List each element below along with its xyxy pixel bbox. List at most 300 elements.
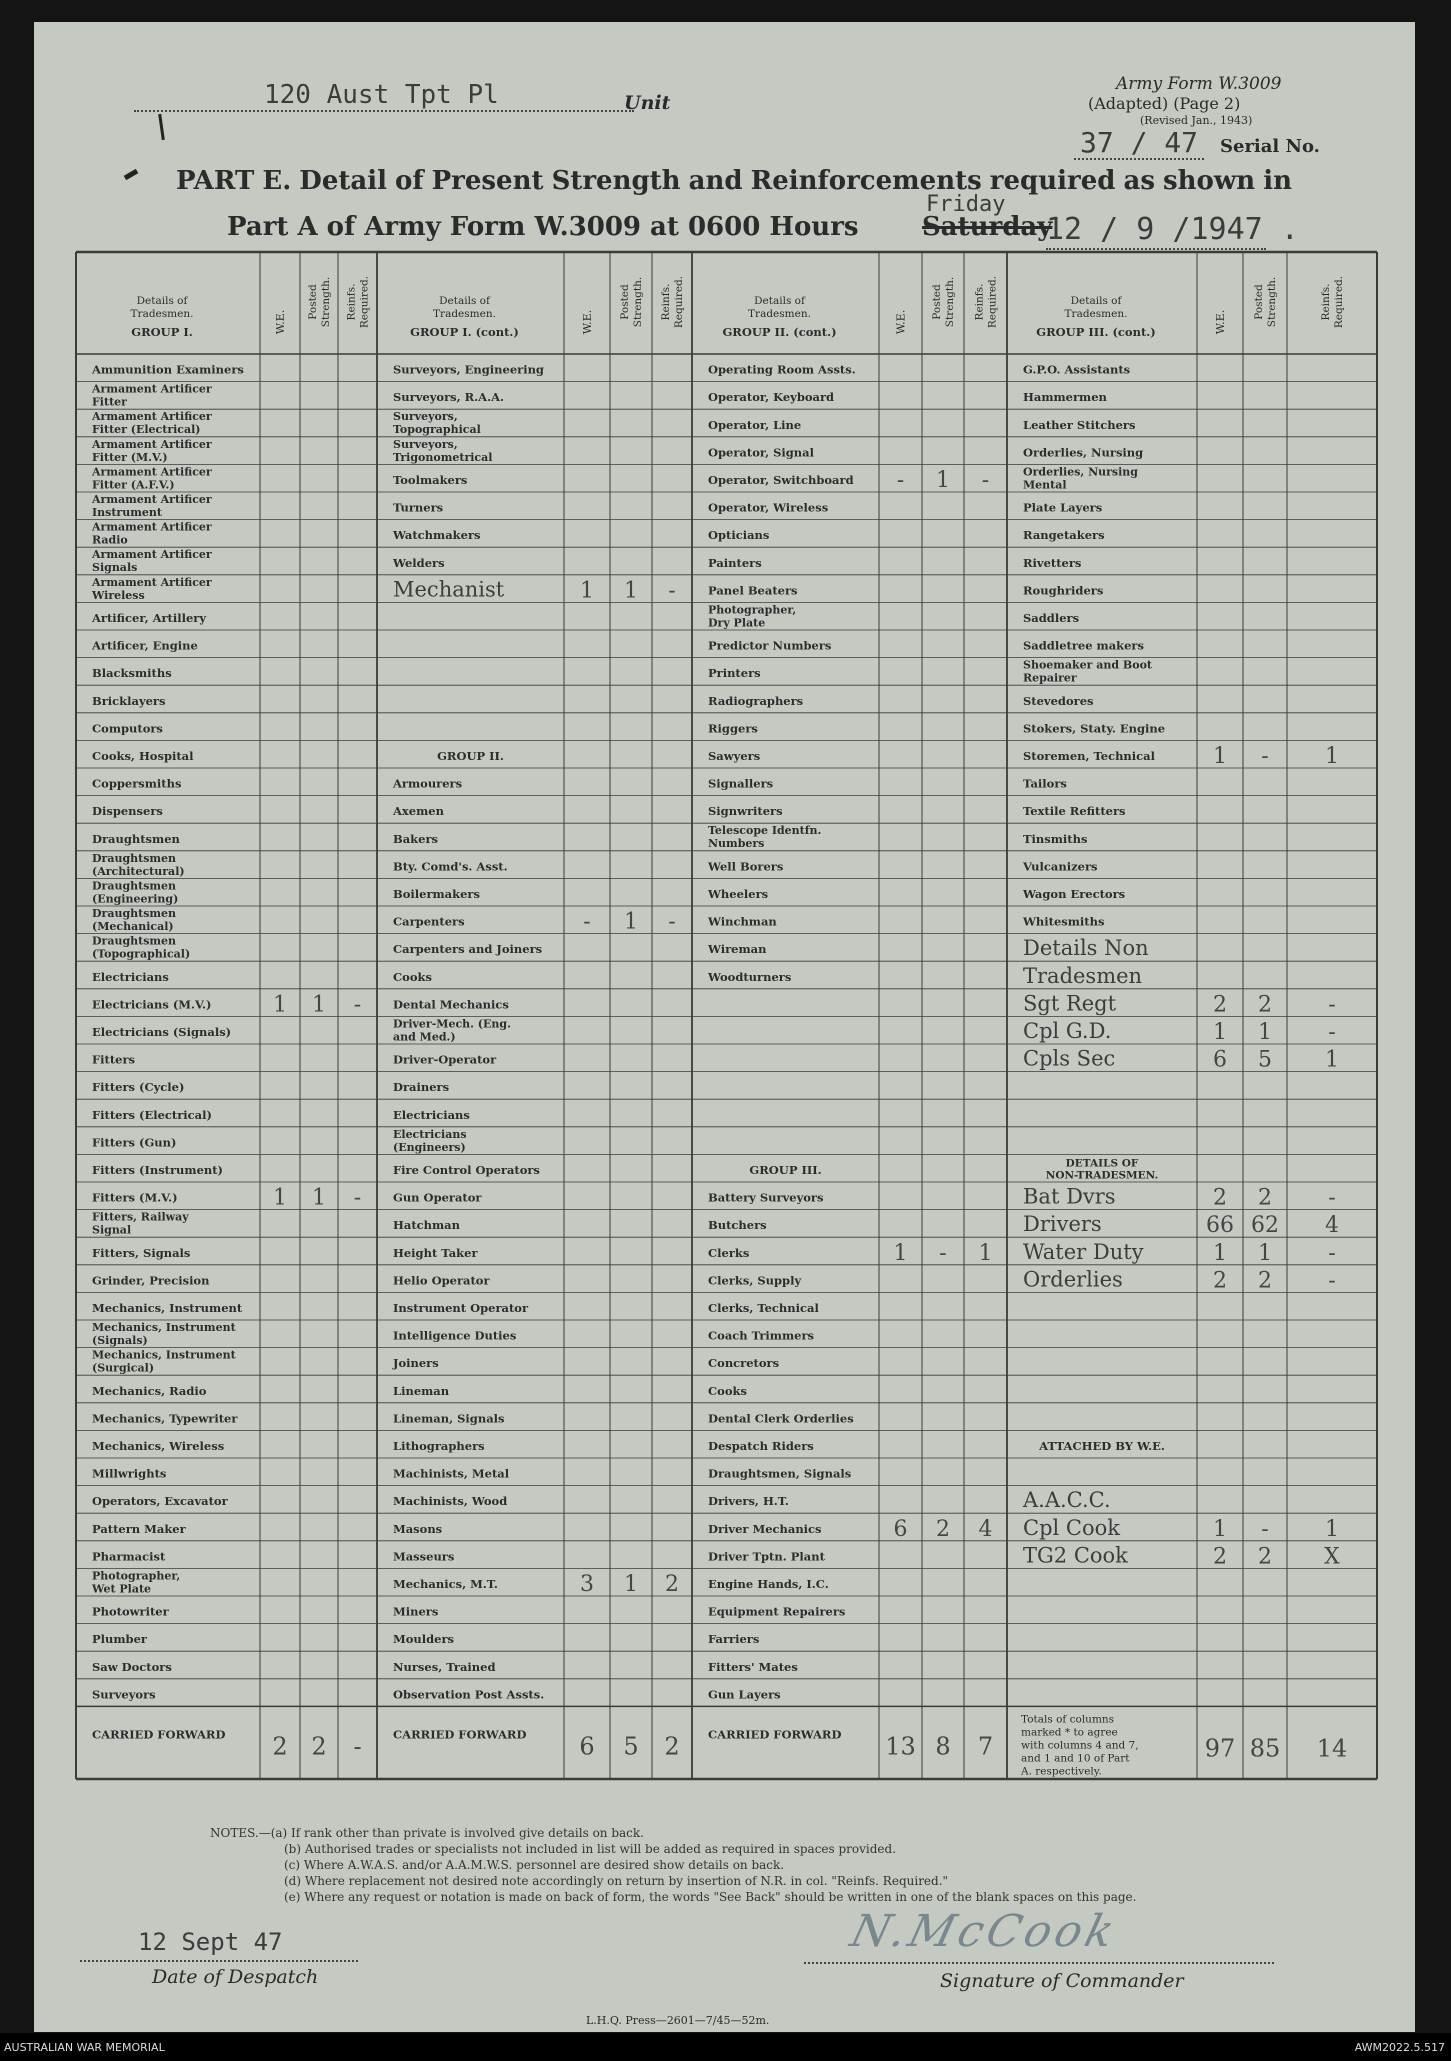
row-label: Armament Artificer xyxy=(92,382,212,396)
cell-value: 4 xyxy=(978,1516,993,1542)
row-label: (Surgical) xyxy=(92,1361,155,1375)
cell-value: 1 xyxy=(624,1572,638,1597)
header-sub: Strength. xyxy=(944,276,956,328)
cell-value: - xyxy=(668,578,676,604)
group-heading: GROUP III. xyxy=(749,1163,822,1177)
press-line: L.H.Q. Press—2601—7/45—52m. xyxy=(586,2014,770,2027)
row-label: Armament Artificer xyxy=(92,437,212,451)
cell-value: - xyxy=(353,1185,362,1211)
row-label: Printers xyxy=(708,666,761,681)
row-label: Artificer, Engine xyxy=(92,638,198,653)
cell-value: 1 xyxy=(1213,1020,1227,1045)
header-tradesmen: Tradesmen. xyxy=(130,308,194,320)
row-label: Joiners xyxy=(393,1356,439,1371)
row-label: Radiographers xyxy=(708,693,804,708)
cell-value: - xyxy=(981,468,990,493)
row-label: Mechanics, M.T. xyxy=(393,1577,498,1591)
strength-table xyxy=(34,22,1415,1862)
header-details: Details of xyxy=(136,295,188,307)
row-label: Radio xyxy=(92,533,128,547)
typed-row-label: Sgt Regt xyxy=(1023,991,1117,1016)
row-label: Signals xyxy=(92,561,138,575)
row-label: Operator, Line xyxy=(708,417,802,432)
row-label: Boilermakers xyxy=(393,887,480,901)
row-label: Lithographers xyxy=(393,1439,485,1453)
cell-value: - xyxy=(1328,1268,1336,1294)
row-label: Computors xyxy=(92,721,163,736)
header-we: W.E. xyxy=(274,309,287,335)
row-label: Instrument xyxy=(92,506,162,519)
row-label: Despatch Riders xyxy=(708,1439,814,1453)
row-label: Armament Artificer xyxy=(92,465,212,479)
row-label: Draughtsmen xyxy=(92,934,177,948)
typed-row-label: Details Non xyxy=(1023,936,1149,961)
row-label: Farriers xyxy=(708,1632,760,1647)
cell-value: 1 xyxy=(312,992,326,1018)
row-label: Armament Artificer xyxy=(92,410,212,424)
row-label: Dental Clerk Orderlies xyxy=(708,1411,854,1426)
row-label: Opticians xyxy=(708,528,770,543)
row-label: Electricians (M.V.) xyxy=(92,997,212,1012)
row-label: Vulcanizers xyxy=(1023,859,1098,874)
row-label: Lineman xyxy=(393,1383,450,1398)
cell-value: 2 xyxy=(1213,992,1227,1018)
row-label: Butchers xyxy=(708,1218,767,1233)
typed-row-label: Cpl G.D. xyxy=(1023,1019,1112,1043)
row-label: Miners xyxy=(393,1604,439,1619)
totals-note: A. respectively. xyxy=(1021,1765,1102,1778)
row-label: Bakers xyxy=(393,831,438,846)
cell-value: 2 xyxy=(1213,1268,1227,1294)
row-label: Woodturners xyxy=(708,969,792,984)
row-label: Signal xyxy=(92,1223,132,1237)
row-label: Surveyors, xyxy=(393,410,458,424)
cell-value: - xyxy=(939,1240,947,1266)
row-label: Repairer xyxy=(1023,671,1077,685)
row-label: Concretors xyxy=(708,1356,780,1371)
typed-row-label: A.A.C.C. xyxy=(1023,1488,1111,1513)
cell-value: 5 xyxy=(1258,1047,1272,1073)
row-label: Artificer, Artillery xyxy=(92,611,207,625)
group-heading: ATTACHED BY W.E. xyxy=(1039,1439,1165,1453)
form-adapted: (Adapted) (Page 2) xyxy=(1088,94,1241,113)
row-label: Well Borers xyxy=(708,859,784,874)
row-label: Lineman, Signals xyxy=(393,1411,505,1426)
row-label: Clerks xyxy=(708,1245,750,1260)
row-label: (Mechanical) xyxy=(92,920,174,933)
row-label: Armament Artificer xyxy=(92,548,212,562)
row-label: Machinists, Wood xyxy=(393,1494,508,1509)
row-label: Fitters' Mates xyxy=(708,1659,798,1674)
row-label: Fitter (Electrical) xyxy=(92,423,201,437)
row-label: Toolmakers xyxy=(393,473,468,487)
header-tradesmen: Tradesmen. xyxy=(433,308,496,320)
row-label: Leather Stitchers xyxy=(1023,417,1136,432)
cell-value: 2 xyxy=(936,1516,950,1542)
header-sub: Strength. xyxy=(1266,276,1278,328)
row-label: Masons xyxy=(393,1521,443,1536)
group-heading: NON-TRADESMEN. xyxy=(1045,1169,1159,1182)
row-label: Draughtsmen xyxy=(92,851,177,865)
row-label: Wet Plate xyxy=(92,1582,152,1596)
carried-forward-label: CARRIED FORWARD xyxy=(708,1727,842,1742)
row-label: Dispensers xyxy=(92,804,163,819)
row-label: Hatchman xyxy=(393,1218,460,1233)
row-label: Blacksmiths xyxy=(92,666,172,681)
title-line-1: PART E. Detail of Present Strength and Reinforcements required as shown in xyxy=(176,166,1293,196)
form-name: Army Form W.3009 xyxy=(1116,74,1282,94)
title-date: 12 / 9 /1947 . xyxy=(1046,212,1299,247)
cell-value: 1 xyxy=(893,1240,908,1266)
note-d: (d) Where replacement not desired note accordingly on return by insertion of N.R. in col. "Reinfs. Required." xyxy=(284,1874,949,1888)
header-sub: Strength. xyxy=(632,276,644,328)
header-we: W.E. xyxy=(1214,309,1227,335)
typed-row-label: Mechanist xyxy=(393,577,505,602)
cell-value: 66 xyxy=(1206,1213,1234,1239)
row-label: Machinists, Metal xyxy=(393,1466,510,1481)
note-e: (e) Where any request or notation is made on back of form, the words "See Back" should be written in one of the blank spaces on this page. xyxy=(284,1890,1137,1904)
typed-row-label: Bat Dvrs xyxy=(1023,1184,1116,1209)
row-label: (Architectural) xyxy=(92,864,185,878)
title-day-printed: Saturday xyxy=(922,212,1053,242)
header-sub: Reinfs. xyxy=(345,283,358,321)
typed-row-label: Orderlies xyxy=(1023,1267,1123,1292)
row-label: Fitters (Electrical) xyxy=(92,1107,212,1122)
row-label: Carpenters and Joiners xyxy=(393,942,543,957)
row-label: Surveyors, Engineering xyxy=(393,362,544,377)
cell-value: 2 xyxy=(1213,1544,1227,1570)
row-label: Drivers, H.T. xyxy=(708,1494,789,1509)
carried-forward-value: 2 xyxy=(272,1732,288,1761)
row-label: Wagon Erectors xyxy=(1023,887,1126,901)
row-label: Fitters (Gun) xyxy=(92,1135,177,1150)
row-label: (Topographical) xyxy=(92,947,191,961)
cell-value: 1 xyxy=(624,578,638,604)
cell-value: 1 xyxy=(1258,1020,1272,1045)
header-sub: Required. xyxy=(1333,275,1345,329)
typed-row-label: TG2 Cook xyxy=(1023,1543,1128,1568)
cell-value: 6 xyxy=(1213,1047,1227,1073)
row-label: Wireman xyxy=(708,942,767,957)
row-label: Observation Post Assts. xyxy=(393,1687,545,1702)
row-label: Mechanics, Instrument xyxy=(92,1321,236,1334)
row-label: Mechanics, Radio xyxy=(92,1383,207,1398)
row-label: (Engineering) xyxy=(92,892,179,906)
row-label: Cooks xyxy=(708,1383,747,1398)
row-label: Mechanics, Instrument xyxy=(92,1348,236,1362)
carried-forward-value: 6 xyxy=(579,1732,595,1761)
header-sub: Required. xyxy=(358,275,371,329)
carried-forward-value: 7 xyxy=(977,1732,994,1761)
cell-value: 1 xyxy=(936,468,950,493)
header-sub: Posted xyxy=(307,284,319,320)
header-group: GROUP I. (cont.) xyxy=(410,325,519,339)
row-label: Battery Surveyors xyxy=(708,1190,824,1205)
row-label: Numbers xyxy=(708,837,765,851)
carried-forward-label: CARRIED FORWARD xyxy=(393,1727,527,1742)
row-label: Dental Mechanics xyxy=(393,997,509,1012)
row-label: Equipment Repairers xyxy=(708,1604,846,1619)
totals-note: with columns 4 and 7, xyxy=(1021,1739,1139,1752)
row-label: Surveyors, R.A.A. xyxy=(393,390,505,405)
total-value: 85 xyxy=(1249,1734,1281,1763)
row-label: Drainers xyxy=(393,1080,450,1095)
row-label: Pattern Maker xyxy=(92,1521,186,1536)
typed-row-label: Drivers xyxy=(1023,1212,1102,1237)
row-label: Armourers xyxy=(393,776,463,791)
cell-value: 1 xyxy=(1258,1240,1272,1266)
cell-value: 2 xyxy=(1213,1185,1227,1211)
row-label: Surveyors, xyxy=(393,437,458,451)
cell-value: X xyxy=(1324,1544,1340,1570)
cell-value: - xyxy=(896,468,905,493)
row-label: Cooks xyxy=(393,969,432,984)
cell-value: 2 xyxy=(1258,992,1272,1018)
row-label: and Med.) xyxy=(393,1030,456,1044)
row-label: Fitters (Cycle) xyxy=(92,1080,185,1095)
row-label: Draughtsmen xyxy=(92,907,177,920)
archive-footer xyxy=(0,2033,1451,2061)
row-label: Painters xyxy=(708,555,762,570)
row-label: Fitters xyxy=(92,1052,136,1067)
carried-forward-value: 2 xyxy=(311,1732,327,1761)
row-label: Electricians (Signals) xyxy=(92,1025,232,1039)
cell-value: 1 xyxy=(312,1185,326,1211)
carried-forward-value: 5 xyxy=(623,1732,639,1761)
row-label: Armament Artificer xyxy=(92,520,212,534)
despatch-underline xyxy=(80,1960,358,1962)
row-label: Fire Control Operators xyxy=(393,1163,540,1177)
row-label: Operator, Switchboard xyxy=(708,473,854,487)
carried-forward-value: 2 xyxy=(664,1732,680,1761)
row-label: Plate Layers xyxy=(1023,500,1103,515)
row-label: Rivetters xyxy=(1023,555,1082,570)
row-label: Whitesmiths xyxy=(1023,914,1105,929)
row-label: Nurses, Trained xyxy=(393,1659,496,1674)
row-label: Gun Operator xyxy=(393,1190,482,1205)
row-label: (Signals) xyxy=(92,1334,148,1347)
row-label: Instrument Operator xyxy=(393,1301,529,1315)
header-group: GROUP II. (cont.) xyxy=(722,325,837,339)
carried-forward-value: - xyxy=(353,1732,362,1761)
header-sub: Reinfs. xyxy=(1320,283,1332,321)
row-label: Plumber xyxy=(92,1632,147,1647)
header-sub: Posted xyxy=(931,284,943,320)
footer-right: AWM2022.5.517 xyxy=(1354,2041,1445,2054)
header-sub: Reinfs. xyxy=(660,283,672,321)
row-label: Grinder, Precision xyxy=(92,1273,210,1288)
cell-value: - xyxy=(353,992,362,1018)
row-label: Operator, Signal xyxy=(708,445,814,460)
row-label: Rangetakers xyxy=(1023,528,1105,543)
row-label: Fitter xyxy=(92,395,127,409)
row-label: Masseurs xyxy=(393,1549,455,1564)
cell-value: 6 xyxy=(893,1516,908,1542)
header-sub: Required. xyxy=(986,275,999,329)
cell-value: 1 xyxy=(1213,1240,1227,1266)
totals-note: and 1 and 10 of Part xyxy=(1021,1752,1130,1765)
row-label: Predictor Numbers xyxy=(708,638,832,653)
row-label: Fitters, Signals xyxy=(92,1245,191,1260)
row-label: Bty. Comd's. Asst. xyxy=(393,859,508,874)
row-label: Axemen xyxy=(393,804,444,819)
row-label: Wheelers xyxy=(708,887,769,901)
header-sub: Reinfs. xyxy=(973,283,986,321)
unit-value: 120 Aust Tpt Pl xyxy=(264,80,499,110)
row-label: Mental xyxy=(1023,478,1067,492)
row-label: Armament Artificer xyxy=(92,575,212,589)
header-details: Details of xyxy=(439,295,490,307)
carried-forward-value: 13 xyxy=(885,1732,916,1761)
row-label: Saddlers xyxy=(1023,611,1080,625)
row-label: Mechanics, Instrument xyxy=(92,1301,243,1315)
cell-value: 1 xyxy=(273,992,287,1018)
cell-value: 1 xyxy=(1213,1516,1227,1542)
row-label: Cooks, Hospital xyxy=(92,749,194,763)
row-label: (Engineers) xyxy=(393,1140,466,1154)
despatch-label: Date of Despatch xyxy=(152,1966,319,1988)
group-heading: GROUP II. xyxy=(437,749,504,763)
row-label: Coach Trimmers xyxy=(708,1328,814,1343)
header-sub: Strength. xyxy=(320,276,332,328)
row-label: Fitter (A.F.V.) xyxy=(92,478,175,492)
typed-row-label: Water Duty xyxy=(1023,1239,1144,1264)
row-label: Driver-Mech. (Eng. xyxy=(393,1017,511,1031)
cell-value: - xyxy=(668,909,676,935)
row-label: Riggers xyxy=(708,721,758,736)
cell-value: 2 xyxy=(1258,1268,1272,1294)
row-label: Fitter (M.V.) xyxy=(92,450,168,464)
cell-value: 1 xyxy=(1213,744,1227,769)
row-label: Operator, Wireless xyxy=(708,500,829,515)
form-page xyxy=(34,22,1415,2032)
row-label: Textile Refitters xyxy=(1023,804,1126,819)
row-label: Signallers xyxy=(708,776,774,791)
row-label: Intelligence Duties xyxy=(393,1328,517,1343)
typed-row-label: Cpls Sec xyxy=(1023,1046,1116,1071)
row-label: Signwriters xyxy=(708,804,783,819)
cell-value: 2 xyxy=(1258,1185,1272,1211)
cell-value: - xyxy=(1328,1240,1336,1266)
row-label: Driver Mechanics xyxy=(708,1521,822,1536)
note-c: (c) Where A.W.A.S. and/or A.A.M.W.S. personnel are desired show details on back. xyxy=(284,1858,785,1872)
row-label: Welders xyxy=(393,555,445,570)
row-label: Panel Beaters xyxy=(708,583,798,598)
row-label: Draughtsmen xyxy=(92,831,180,846)
row-label: Fitters, Railway xyxy=(92,1210,189,1224)
row-label: Stokers, Staty. Engine xyxy=(1023,721,1166,736)
row-label: Engine Hands, I.C. xyxy=(708,1577,829,1591)
row-label: Photographer, xyxy=(708,603,797,617)
row-label: Photographer, xyxy=(92,1569,181,1583)
cell-value: 1 xyxy=(580,578,594,604)
row-label: Hammermen xyxy=(1023,390,1107,405)
row-label: Draughtsmen, Signals xyxy=(708,1466,852,1481)
row-label: Shoemaker and Boot xyxy=(1023,658,1152,672)
row-label: Wireless xyxy=(92,588,145,602)
total-value: 97 xyxy=(1204,1734,1236,1763)
cell-value: 1 xyxy=(1325,1516,1339,1542)
row-label: Draughtsmen xyxy=(92,879,177,893)
header-tradesmen: Tradesmen. xyxy=(1064,308,1128,320)
row-label: Saddletree makers xyxy=(1023,638,1144,653)
typed-row-label: Cpl Cook xyxy=(1023,1515,1120,1540)
row-label: Mechanics, Wireless xyxy=(92,1439,225,1453)
cell-value: 1 xyxy=(978,1240,993,1266)
cell-value: - xyxy=(1328,1020,1336,1045)
header-details: Details of xyxy=(1070,295,1122,307)
row-label: Armament Artificer xyxy=(92,493,212,506)
cell-value: - xyxy=(1328,1185,1336,1211)
total-value: 14 xyxy=(1316,1734,1348,1763)
title-day-typed: Friday xyxy=(926,192,1006,217)
header-group: GROUP I. xyxy=(131,325,193,339)
note-a: NOTES.—(a) If rank other than private is involved give details on back. xyxy=(210,1826,644,1840)
row-label: Orderlies, Nursing xyxy=(1023,465,1138,479)
cell-value: 1 xyxy=(1325,1047,1339,1073)
row-label: Millwrights xyxy=(92,1466,167,1481)
header-group: GROUP III. (cont.) xyxy=(1036,325,1156,339)
serial-label: Serial No. xyxy=(1220,136,1320,157)
typed-row-label: Tradesmen xyxy=(1023,963,1143,988)
header-sub: Posted xyxy=(1253,284,1265,320)
row-label: Dry Plate xyxy=(708,616,766,630)
row-label: Coppersmiths xyxy=(92,776,182,791)
row-label: Electricians xyxy=(393,1107,470,1122)
despatch-date: 12 Sept 47 xyxy=(138,1928,283,1956)
header-we: W.E. xyxy=(581,309,594,335)
row-label: Turners xyxy=(393,500,444,515)
header-tradesmen: Tradesmen. xyxy=(748,308,811,320)
row-label: Saw Doctors xyxy=(92,1659,172,1674)
row-label: Electricians xyxy=(92,969,169,984)
row-label: Fitters (Instrument) xyxy=(92,1163,223,1177)
row-label: Telescope Identfn. xyxy=(708,824,822,838)
row-label: Ammunition Examiners xyxy=(92,362,244,377)
serial-value: 37 / 47 xyxy=(1080,126,1199,159)
row-label: Fitters (M.V.) xyxy=(92,1190,178,1205)
cell-value: 3 xyxy=(580,1572,594,1597)
cell-value: - xyxy=(1328,992,1336,1018)
row-label: Moulders xyxy=(393,1632,455,1647)
row-label: Mechanics, Typewriter xyxy=(92,1411,238,1426)
row-label: Stevedores xyxy=(1023,693,1094,708)
row-label: G.P.O. Assistants xyxy=(1023,362,1131,377)
cell-value: 1 xyxy=(1325,744,1339,769)
cell-value: - xyxy=(1261,1516,1269,1542)
cell-value: 1 xyxy=(624,909,638,935)
header-sub: Required. xyxy=(673,275,685,329)
totals-note: marked * to agree xyxy=(1021,1726,1118,1739)
signature-underline xyxy=(804,1962,1274,1964)
row-label: Orderlies, Nursing xyxy=(1023,445,1144,460)
row-label: Operators, Excavator xyxy=(92,1494,228,1509)
group-heading: DETAILS OF xyxy=(1065,1157,1139,1170)
cell-value: 2 xyxy=(665,1572,679,1597)
form-revised: (Revised Jan., 1943) xyxy=(1140,114,1253,127)
cell-value: - xyxy=(1261,744,1269,769)
row-label: Helio Operator xyxy=(393,1273,490,1288)
row-label: Tailors xyxy=(1023,776,1067,791)
row-label: Operator, Keyboard xyxy=(708,390,835,405)
row-label: Tinsmiths xyxy=(1023,831,1088,846)
row-label: Clerks, Supply xyxy=(708,1273,802,1288)
cell-value: - xyxy=(583,909,591,935)
header-we: W.E. xyxy=(894,309,908,335)
row-label: Operating Room Assts. xyxy=(708,362,856,377)
title-line-2: Part A of Army Form W.3009 at 0600 Hours xyxy=(227,212,859,242)
row-label: Carpenters xyxy=(393,914,465,929)
